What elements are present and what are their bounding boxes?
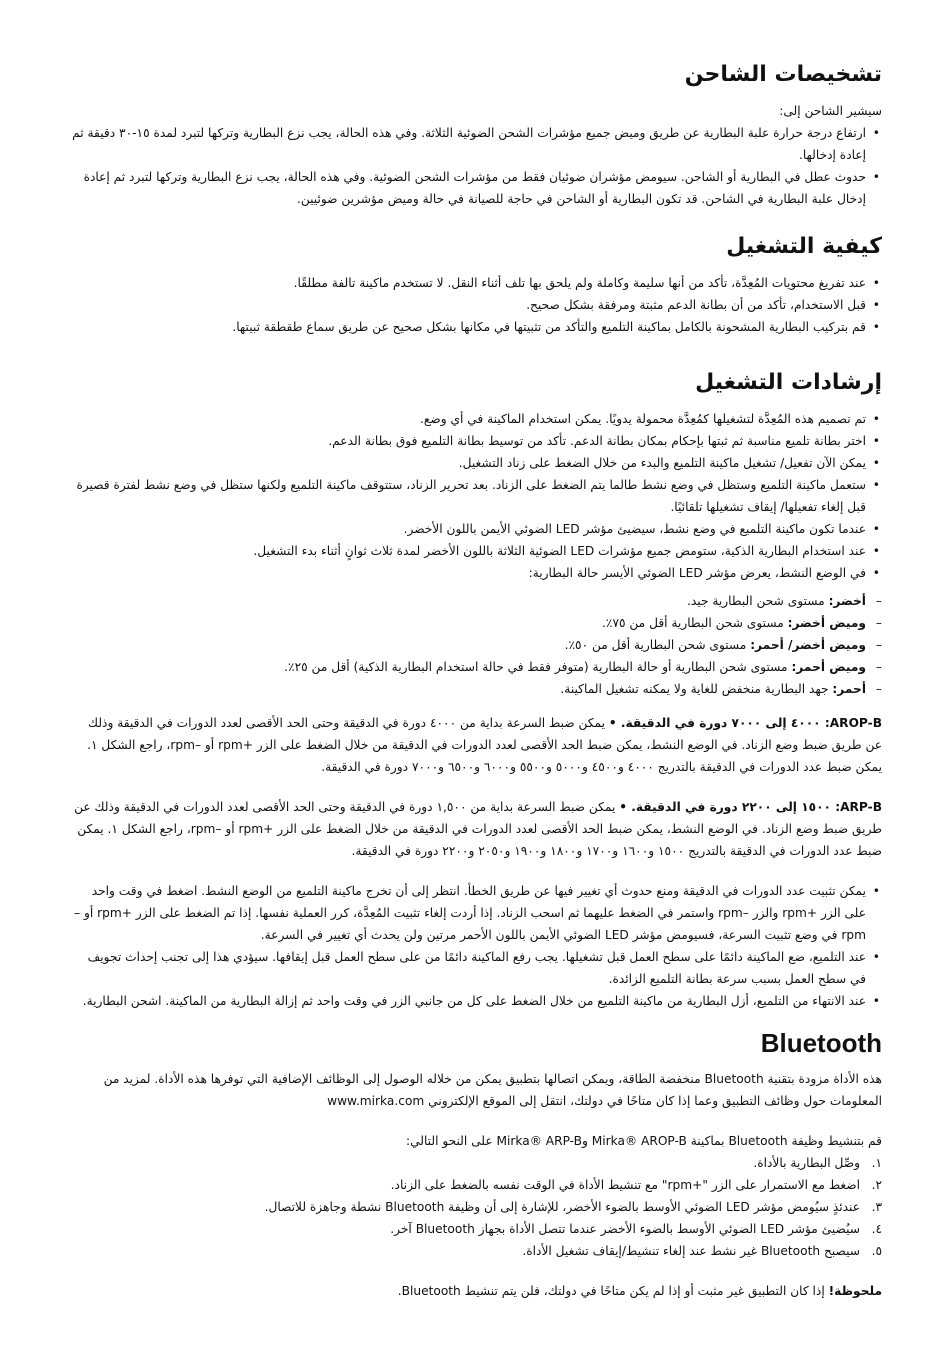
arp-text: يمكن ضبط السرعة بداية من ١,٥٠٠ دورة في الدقيقة وحتى الحد الأقصى لعدد الدورات في الدقيقة وذلك عن طريق ضبط وضع الزناد. في الوضع النشط، يمكن ضبط الحد الأقصى لعدد الدورات في الدقيقة من خلال الضغط على الزر +rpm أو –rpm، راجع الشكل ١. يمكن ضبط عدد الدورات في الدقيقة بالتدريج ١٥٠٠ و١٦٠٠ و١٧٠٠ و١٨٠٠ و١٩٠٠ و٢٠٥٠ و٢٢٠٠ دورة في الدقيقة. xyxy=(74,800,882,858)
list-item: • عند التلميع، ضع الماكينة دائمًا على سطح العمل قبل تشغيلها. يجب رفع الماكينة دائمًا من على سطح العمل قبل إيقافها. سيؤدي هذا إلى تجنب إحداث تجويف في سطح العمل بسبب سرعة بطانة التلميع الزائدة. xyxy=(70,946,866,990)
bluetooth-title: Bluetooth xyxy=(760,1028,882,1058)
list-item: • عند استخدام البطارية الذكية، ستومض جميع مؤشرات LED الضوئية الثلاثة باللون الأخضر لمدة ثلاث ثوانٍ أثناء بدء التشغيل. xyxy=(70,540,866,562)
diagnostics-list xyxy=(70,122,882,210)
step-item: ١. وصِّل البطارية بالأداة. xyxy=(753,1156,882,1170)
instructions-list xyxy=(70,408,882,584)
bluetooth-intro: هذه الأداة مزودة بتقنية Bluetooth منخفضة الطاقة، ويمكن اتصالها بتطبيق يمكن من خلاله الوصول إلى الوظائف الإضافية التي توفرها هذه الأداة. لمزيد من المعلومات حول وظائف التطبيق وعما إذا كان متاحًا في دولتك، انتقل إلى الموقع الإلكتروني www.mirka.com xyxy=(103,1072,882,1108)
battery-state-item: – أخضر: مستوى شحن البطارية جيد. xyxy=(70,590,866,612)
list-item: • قبل الاستخدام، تأكد من أن بطانة الدعم مثبتة ومرفقة بشكل صحيح. xyxy=(70,294,866,316)
arp-paragraph xyxy=(70,796,882,862)
battery-state-list xyxy=(70,590,882,700)
operation-section xyxy=(70,232,882,338)
bluetooth-steps-intro: قم بتنشيط وظيفة Bluetooth بماكينة Mirka® AROP-B وMirka® ARP-B على النحو التالي: xyxy=(405,1134,882,1148)
step-item: ٤. سيُضيئ مؤشر LED الضوئي الأوسط بالضوء الأخضر عندما تتصل الأداة بجهاز Bluetooth آخر. xyxy=(390,1222,882,1236)
list-item: • يمكن الآن تفعيل/ تشغيل ماكينة التلميع والبدء من خلال الضغط على زناد التشغيل. xyxy=(70,452,866,474)
arop-text: يمكن ضبط السرعة بداية من ٤٠٠٠ دورة في الدقيقة وحتى الحد الأقصى لعدد الدورات في الدقيقة وذلك عن طريق ضبط وضع الزناد. في الوضع النشط، يمكن ضبط الحد الأقصى لعدد الدورات في الدقيقة من خلال الضغط على الزر +rpm أو –rpm، راجع الشكل ١. يمكن ضبط عدد الدورات في الدقيقة بالتدريج ٤٠٠٠ و٤٥٠٠ و٥٠٠٠ و٥٥٠٠ و٦٠٠٠ و٦٥٠٠ و٧٠٠٠ دورة في الدقيقة. xyxy=(87,716,882,774)
arp-model: ARP-B: xyxy=(835,800,882,814)
arop-range: ٤٠٠٠ إلى ٧٠٠٠ دورة في الدقيقة. • xyxy=(608,716,825,730)
step-item: ٢. اضغط مع الاستمرار على الزر "+rpm" مع تنشيط الأداة في الوقت نفسه بالضغط على الزناد. xyxy=(390,1178,882,1192)
extra-list xyxy=(70,880,882,1012)
list-item: • عند الانتهاء من التلميع، أزل البطارية من ماكينة التلميع من خلال الضغط على كل من جانبي الزر في وقت واحد ثم إزالة البطارية من الماكينة. اشحن البطارية. xyxy=(70,990,866,1012)
list-item: • عند تفريغ محتويات المُعِدَّة، تأكد من أنها سليمة وكاملة ولم يلحق بها تلف أثناء النقل. لا تستخدم ماكينة تالفة مطلقًا. xyxy=(70,272,866,294)
extra-section xyxy=(70,880,882,1012)
battery-state-item: – وميض أخضر: مستوى شحن البطارية أقل من ٧٥٪. xyxy=(70,612,866,634)
arop-paragraph xyxy=(70,712,882,778)
list-item: • اختر بطانة تلميع مناسبة ثم ثبتها بإحكام بمكان بطانة الدعم. تأكد من توسيط بطانة التلميع فوق بطانة الدعم. xyxy=(70,430,866,452)
list-item: • حدوث عطل في البطارية أو الشاحن. سيومض مؤشران ضوئيان فقط من مؤشرات الشحن الضوئية. وفي هذه الحالة، يجب نزع البطارية وتركها لتبرد ثم إعادة إدخال علبة البطارية في الشاحن. قد تكون البطارية أو الشاحن في حاجة للصيانة في حالة وميض مؤشرين ضوئيين. xyxy=(70,166,866,210)
arop-model: AROP-B: xyxy=(824,716,882,730)
battery-state-item: – أحمر: جهد البطارية منخفض للغاية ولا يمكنه تشغيل الماكينة. xyxy=(70,678,866,700)
instructions-title: إرشادات التشغيل xyxy=(695,370,882,395)
list-item: • قم بتركيب البطارية المشحونة بالكامل بماكينة التلميع والتأكد من تثبيتها في مكانها بشكل صحيح عن طريق سماع طقطقة ثبيتها. xyxy=(70,316,866,338)
diagnostics-section xyxy=(70,60,882,210)
list-item: • في الوضع النشط، يعرض مؤشر LED الضوئي الأيسر حالة البطارية: xyxy=(70,562,866,584)
arp-range: ١٥٠٠ إلى ٢٢٠٠ دورة في الدقيقة. • xyxy=(619,800,836,814)
list-item: • عندما تكون ماكينة التلميع في وضع نشط، سيضيئ مؤشر LED الضوئي الأيمن باللون الأخضر. xyxy=(70,518,866,540)
list-item: • تم تصميم هذه المُعِدَّة لتشغيلها كمُعِدَّة محمولة يدويًا. يمكن استخدام الماكينة في أي وضع. xyxy=(70,408,866,430)
bluetooth-steps xyxy=(70,1152,882,1262)
bluetooth-section xyxy=(70,1028,882,1302)
operation-list xyxy=(70,272,882,338)
instructions-section xyxy=(70,368,882,700)
bluetooth-note xyxy=(70,1280,882,1302)
note-text: إذا كان التطبيق غير مثبت أو إذا لم يكن متاحًا في دولتك، فلن يتم تنشيط Bluetooth. xyxy=(397,1284,829,1298)
note-label: ملحوظة! xyxy=(828,1284,882,1298)
list-item: • ارتفاع درجة حرارة علبة البطارية عن طريق وميض جميع مؤشرات الشحن الضوئية الثلاثة. وفي هذه الحالة، يجب نزع البطارية وتركها لتبرد لمدة ١٥-٣٠ دقيقة ثم إعادة إدخالها. xyxy=(70,122,866,166)
diagnostics-title: تشخيصات الشاحن xyxy=(684,62,882,87)
diagnostics-intro: سيشير الشاحن إلى: xyxy=(779,104,882,118)
battery-state-item: – وميض أحمر: مستوى شحن البطارية أو حالة البطارية (متوفر فقط في حالة استخدام البطارية الذكية) أقل من ٢٥٪. xyxy=(70,656,866,678)
list-item: • ستعمل ماكينة التلميع وستظل في وضع نشط طالما يتم الضغط على الزناد. بعد تحرير الزناد، ستتوقف ماكينة التلميع ولكنها ستظل في وضع نشط لفترة قصيرة قبل إلغاء تفعيلها/ إيقاف تشغيلها تلقائيًا. xyxy=(70,474,866,518)
step-item: ٥. سيصبح Bluetooth غير نشط عند إلغاء تنشيط/إيقاف تشغيل الأداة. xyxy=(522,1244,882,1258)
list-item: • يمكن تثبيت عدد الدورات في الدقيقة ومنع حدوث أي تغيير فيها عن طريق الخطأ. انتظر إلى أن تخرج ماكينة التلميع من الوضع النشط. اضغط في وقت واحد على الزر +rpm والزر –rpm واستمر في الضغط عليهما ثم اسحب الزناد. إذا أردت إلغاء تثبيت المُعِدَّة، كرر العملية نفسها. إذا تم الضغط على الزر +rpm أو –rpm في وضع تثبيت السرعة، فسيومض مؤشر LED الضوئي الأيمن باللون الأحمر مرتين ولن يحدث أي تغيير في السرعة. xyxy=(70,880,866,946)
step-item: ٣. عندئذٍ سيُومض مؤشر LED الضوئي الأوسط بالضوء الأخضر، للإشارة إلى أن وظيفة Bluetooth نشطة وجاهزة للاتصال. xyxy=(264,1200,882,1214)
battery-state-item: – وميض أخضر/ أحمر: مستوى شحن البطارية أقل من ٥٠٪. xyxy=(70,634,866,656)
operation-title: كيفية التشغيل xyxy=(726,234,882,259)
